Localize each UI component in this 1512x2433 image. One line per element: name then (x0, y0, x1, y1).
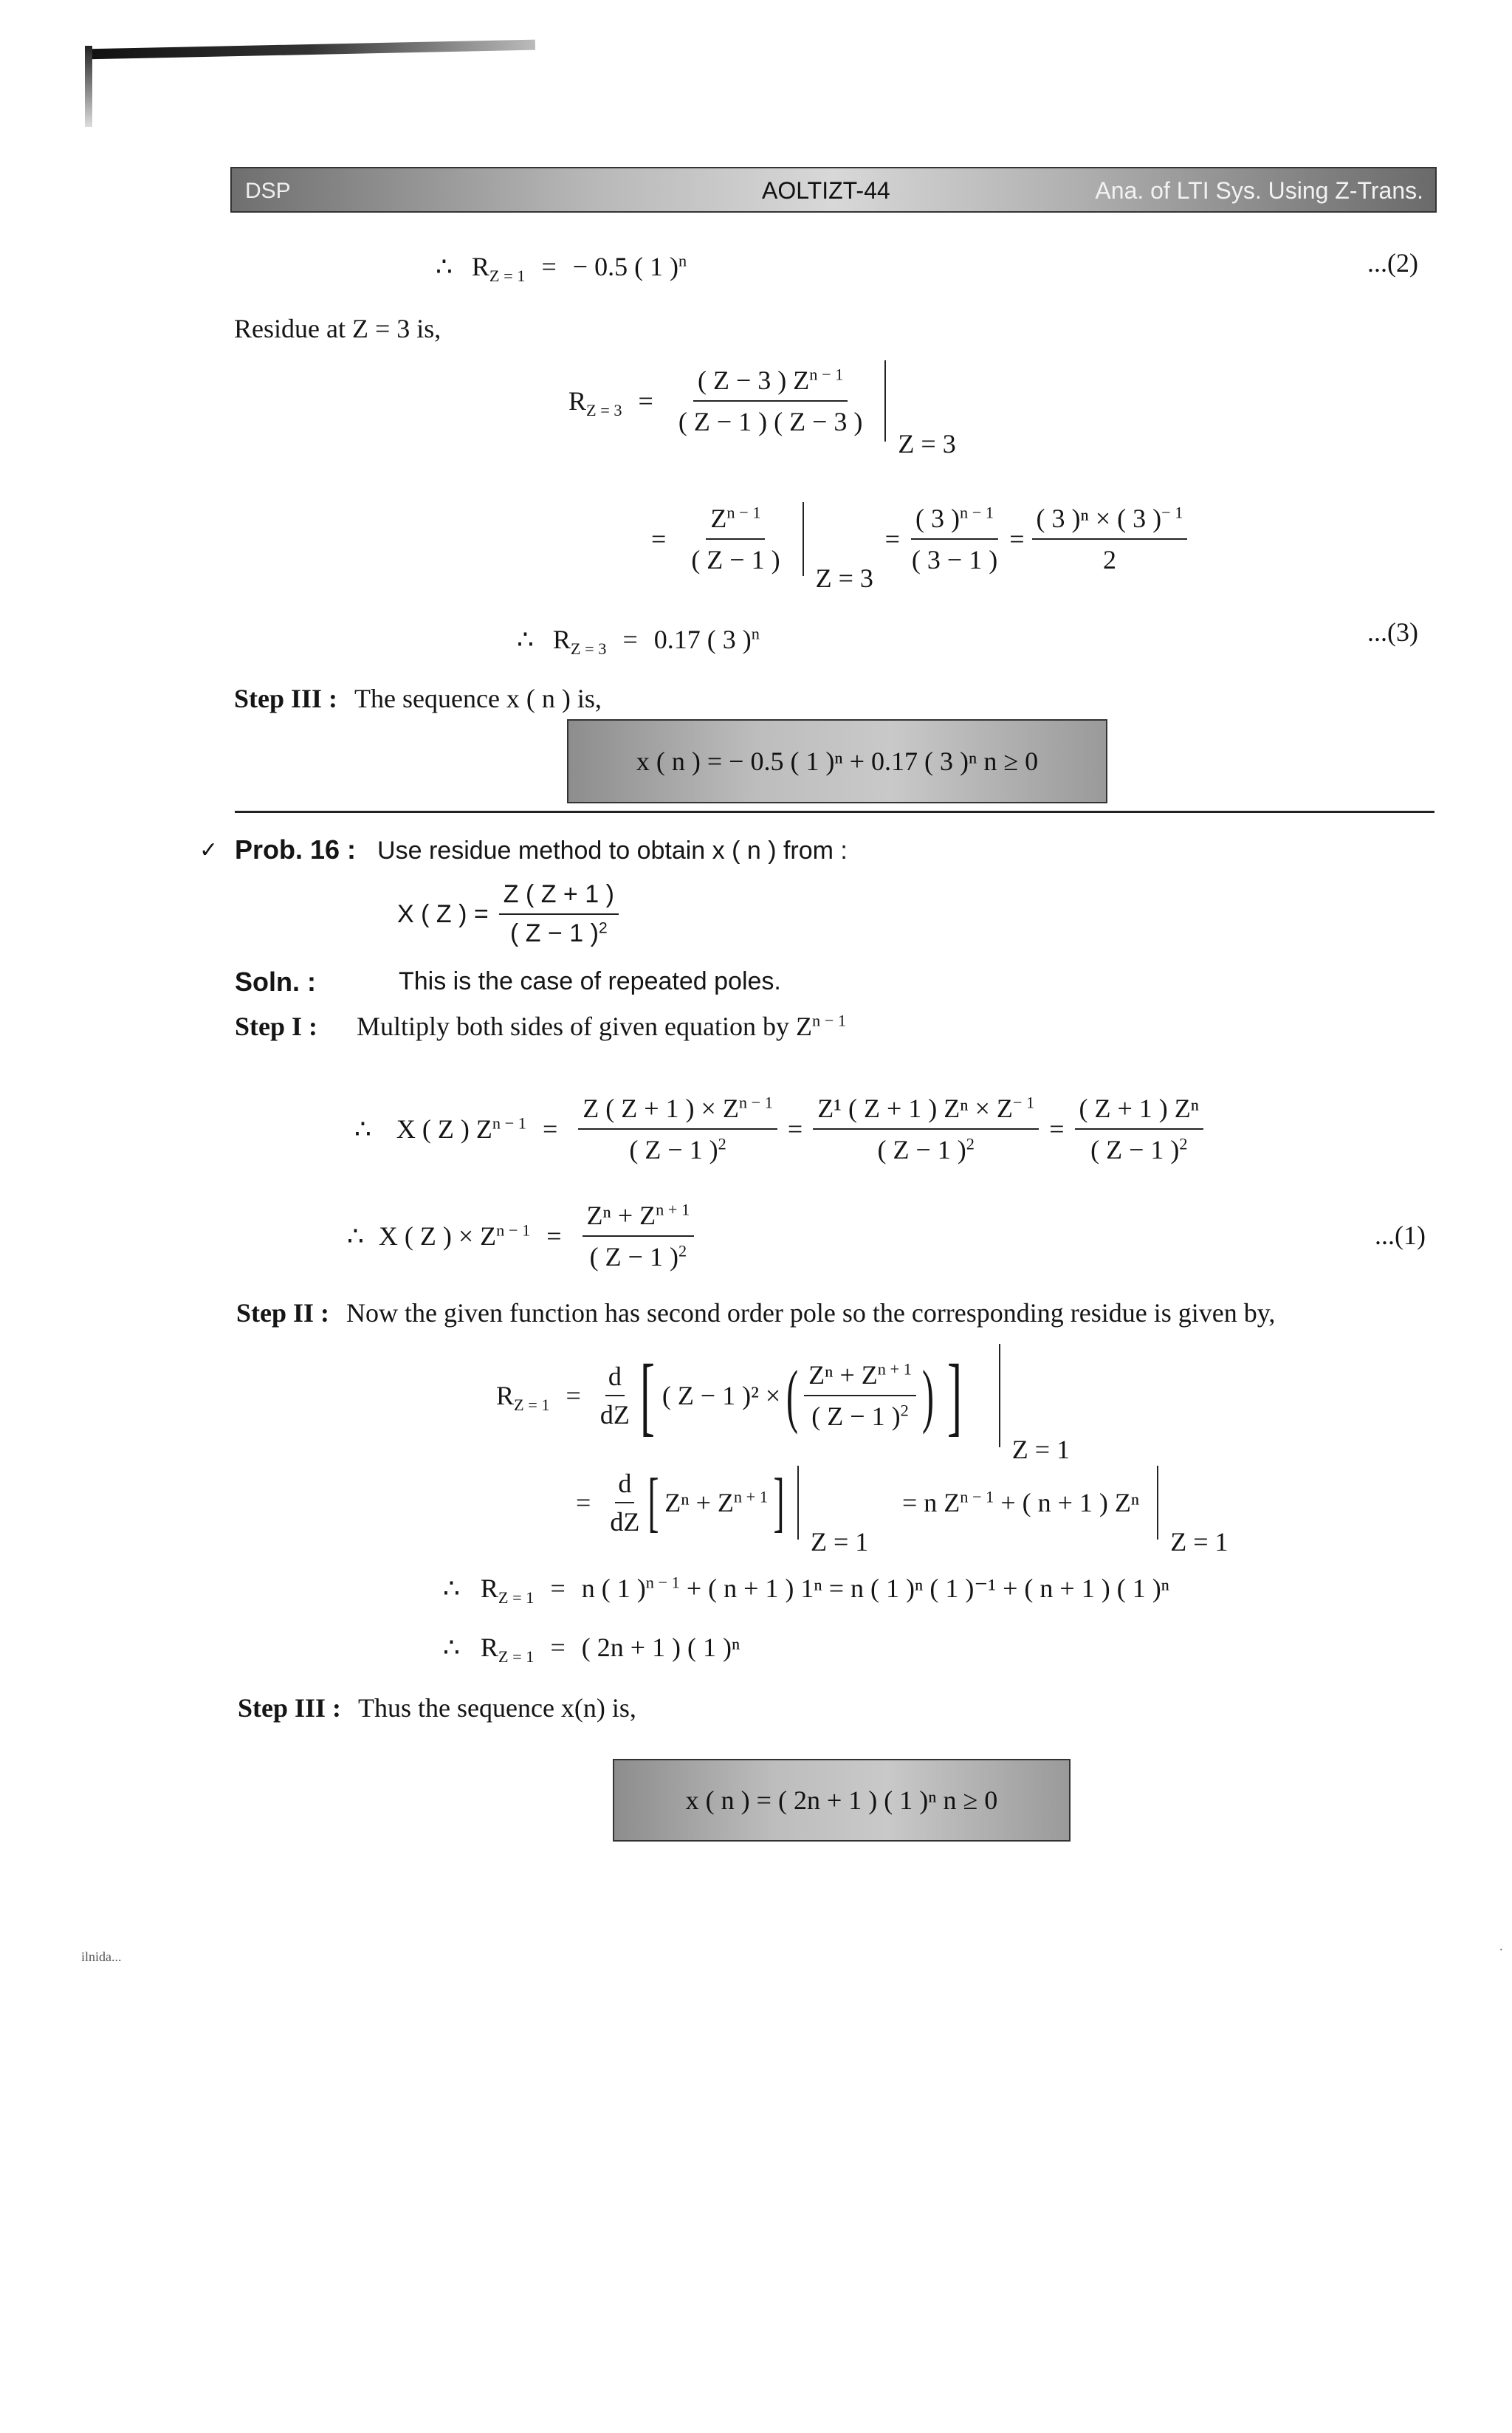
equation-number-2: ...(2) (1367, 248, 1418, 278)
num3b-fraction: $\frac{( 3 )^n \times ( 3 )^{- 1}}{2}$ (1032, 503, 1188, 575)
prob16-header (235, 834, 848, 865)
eq2-fraction: $\frac{Z^n + Z^{n + 1}}{( Z - 1 )^2}$ (583, 1200, 695, 1272)
eval-bar-z1-3: Z = 1 (1157, 1466, 1158, 1540)
scan-speck-2: · (1499, 1942, 1504, 1958)
residue-derivative-2: = $\frac{d}{dZ}$ [ $Z^n + Z^{n + 1}$ ] Z = 1 = n $Z^{n - 1}$ + ( n + 1 ) Zⁿ Z = 1 (576, 1466, 1228, 1557)
simp-fraction: $\frac{Z^{n - 1}}{( Z - 1 )}$ (691, 503, 780, 574)
equation-number-1: ...(1) (1375, 1221, 1426, 1250)
step1-equation-1: ∴ X ( Z ) $Z^{n - 1}$ = $\frac{Z ( Z + 1 ) \times Z^{n - 1}}{( Z - 1 )^2}$ = $\frac{Z^1 ( Z + 1 ) Z^n \times Z^{- 1}}{( Z - 1 )^2}$ = $\frac{\text{( Z + 1 ) Zⁿ}}{( Z - 1 )^2}$ (354, 1093, 1208, 1165)
boxed-result-1: x ( n ) = − 0.5 ( 1 )ⁿ + 0.17 ( 3 )ⁿ n ≥ 0 (567, 719, 1107, 803)
r-z1-result-line: ∴ $R_{Z = 1}$ = − 0.5 ( 1 )$^n$ (436, 251, 687, 285)
scan-speck: ilnida... (81, 1949, 122, 1964)
eval-bar-z3: Z = 3 (884, 360, 886, 442)
step2-line: Step II : Now the given function has second order pole so the corresponding residue is given by, (236, 1298, 1276, 1328)
residue-at-3-text: Residue at Z = 3 is, (234, 314, 441, 343)
xz-given: X ( Z ) = $\frac{Z ( Z + 1 )}{( Z - 1 )^2}$ (397, 880, 623, 948)
header-left: DSP (245, 179, 291, 203)
xz-fraction: $\frac{Z ( Z + 1 )}{( Z - 1 )^2}$ (499, 880, 619, 948)
section-divider (235, 811, 1434, 813)
r-z3-expression: $R_{Z = 3}$ = $\frac{( Z - 3 ) Z^{n - 1}}{( Z - 1 ) ( Z - 3 )}$ Z = 3 (568, 360, 886, 442)
eq1-frac-3: $\frac{\text{( Z + 1 ) Zⁿ}}{( Z - 1 )^2}$ (1075, 1093, 1204, 1165)
margin-tick-mark: ✓ (199, 838, 219, 862)
eq1-frac-1: $\frac{Z ( Z + 1 ) \times Z^{n - 1}}{( Z - 1 )^2}$ (578, 1093, 777, 1165)
scan-edge-mark (85, 40, 535, 60)
soln-line: Soln. : This is the case of repeated poles. (235, 967, 781, 997)
therefore-symbol: ∴ (436, 252, 453, 281)
equation-number-3: ...(3) (1367, 617, 1418, 647)
prob16-label: Prob. 16 : (235, 834, 357, 865)
num3-fraction: $\frac{( 3 )^{n - 1}}{( 3 - 1 )}$ (911, 503, 998, 574)
step1-equation-2: ∴ X ( Z ) × $Z^{n - 1}$ = $\frac{Z^n + Z^{n + 1}}{( Z - 1 )^2}$ (347, 1200, 698, 1272)
step3-line: Step III : The sequence x ( n ) is, (234, 684, 602, 713)
eval-bar-z1-2: Z = 1 (797, 1466, 799, 1540)
residue-line-4: ∴ $R_{Z = 1}$ = ( 2n + 1 ) ( 1 )ⁿ (443, 1633, 740, 1666)
header-bar (230, 167, 1437, 213)
eval-bar-z1-1: Z = 1 (999, 1344, 1000, 1447)
inner-fraction: $Z^n + Z^{n + 1}$ ( Z − 1 )$^2$ (804, 1359, 916, 1432)
step1-line: Step I : Multiply both sides of given equation by $Z^{n - 1}$ (235, 1011, 847, 1041)
header-right: Ana. of LTI Sys. Using Z-Trans. (1095, 177, 1423, 204)
scan-edge-mark-vertical (85, 46, 92, 127)
r-z1-value: − 0.5 ( 1 )$^n$ (572, 251, 687, 281)
residue-derivative-1: $R_{Z = 1}$ = $\frac{d}{dZ}$ [ ( Z − 1 )² × ( $Z^n + Z^{n + 1}$ ( Z − 1 )$^2$ ) ] Z = 1 (496, 1344, 1000, 1447)
r-z3-fraction: $\frac{( Z - 3 ) Z^{n - 1}}{( Z - 1 ) ( Z - 3 )}$ (678, 365, 863, 436)
header-center: AOLTIZT-44 (762, 177, 890, 204)
step3-line-prob16: Step III : Thus the sequence x(n) is, (238, 1693, 636, 1723)
residue-line-3: ∴ $R_{Z = 1}$ = n ( 1 )$^{n - 1}$ + ( n + 1 ) 1ⁿ = n ( 1 )ⁿ ( 1 )⁻¹ + ( n + 1 ) ( 1 )ⁿ (443, 1573, 1170, 1607)
prob16-text: Use residue method to obtain x ( n ) from : (377, 837, 848, 865)
d-dz-2: $\frac{d}{dZ}$ (610, 1469, 640, 1537)
boxed-result-2: x ( n ) = ( 2n + 1 ) ( 1 )ⁿ n ≥ 0 (613, 1759, 1071, 1842)
eq1-frac-2: $\frac{Z^1 ( Z + 1 ) Z^n \times Z^{- 1}}{( Z - 1 )^2}$ (813, 1093, 1039, 1165)
r-z3-simplification: = $\frac{Z^{n - 1}}{( Z - 1 )}$ Z = 3 = $\frac{( 3 )^{n - 1}}{( 3 - 1 )}$ = $\frac{( 3 )^n \times ( 3 )^{- 1}}{2}$ (651, 502, 1192, 576)
d-dz-1: $\frac{d}{dZ}$ (599, 1362, 630, 1430)
eval-bar-z3-2: Z = 3 (803, 502, 804, 576)
r-z3-result-line: ∴ $R_{Z = 3}$ = 0.17 ( 3 )$^n$ (517, 624, 760, 658)
